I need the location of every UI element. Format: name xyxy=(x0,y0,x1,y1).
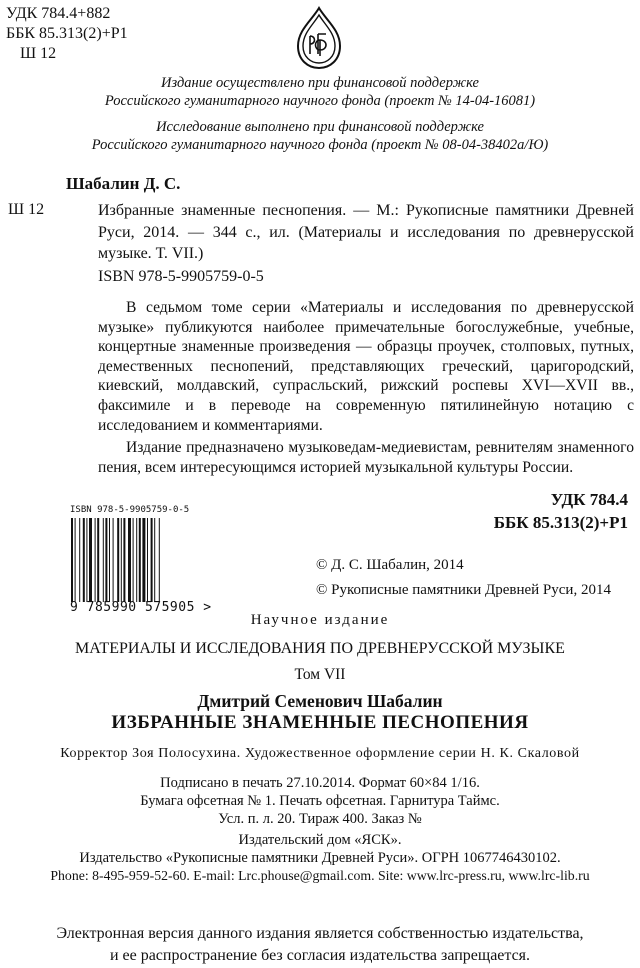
publisher-house: Издательский дом «ЯСК». xyxy=(238,832,402,848)
isbn: ISBN 978-5-9905759-0-5 xyxy=(98,268,264,285)
copyright-notice: Электронная версия данного издания является собственностью издательства, xyxy=(56,925,584,942)
author-sign-left: Ш 12 xyxy=(8,201,45,218)
full-author-name: Дмитрий Семенович Шабалин xyxy=(197,691,443,711)
author-sign: Ш 12 xyxy=(20,45,57,62)
barcode-number: 9 785990 575905 > xyxy=(70,600,212,615)
volume-number: Том VII xyxy=(294,666,346,683)
credits: Корректор Зоя Полосухина. Художественное оформление серии Н. К. Скаловой xyxy=(60,746,580,761)
series-title: МАТЕРИАЛЫ И ИССЛЕДОВАНИЯ ПО ДРЕВНЕРУССКОЙ МУЗЫКЕ xyxy=(75,640,565,657)
print-info: Подписано в печать 27.10.2014. Формат 60×84 1/16. xyxy=(160,775,480,791)
udk-code-right: УДК 784.4 xyxy=(550,490,628,509)
publisher-logo-icon xyxy=(296,6,342,70)
book-title: ИЗБРАННЫЕ ЗНАМЕННЫЕ ПЕСНОПЕНИЯ xyxy=(111,712,529,733)
annotation-audience: Издание предназначено музыковедам-медиевистам, ревнителям знаменного пения, всем интересующимся историей музыкальной культуры России. xyxy=(98,439,634,476)
edition-type: Научное издание xyxy=(250,612,390,628)
bibliographic-description: Избранные знаменные песнопения. — М.: Рукописные памятники Древней Руси, 2014. — 344 с., ил. (Материалы и исследования по древнерусской музыке. Т. VII.) xyxy=(98,202,634,262)
author-heading: Шабалин Д. С. xyxy=(66,174,181,193)
bbk-code: ББК 85.313(2)+Р1 xyxy=(6,25,128,42)
classification-codes xyxy=(6,4,128,64)
annotation: В седьмом томе серии «Материалы и исследования по древнерусской музыке» публикуются наиболее примечательные богослужебные, учебные, концертные знаменные произведения — образцы проучек, столповых, путных, демественных песнопений, представляющих греческий, царигородский, киевский, молдавский, супрасльский, рижский роспевы XVI—XVII вв., факсимиле и в переводе на современную пятилинейную нотацию с исследованием и комментариями. xyxy=(98,299,634,434)
udk-bbk-right xyxy=(494,488,628,534)
print-info: Бумага офсетная № 1. Печать офсетная. Гарнитура Таймс. xyxy=(140,793,500,809)
publisher-info: Издательство «Рукописные памятники Древней Руси». ОГРН 1067746430102. xyxy=(79,850,561,866)
copyright-author: © Д. С. Шабалин, 2014 xyxy=(316,557,464,573)
support-line: Издание осуществлено при финансовой поддержке xyxy=(161,75,479,91)
bbk-code-right: ББК 85.313(2)+Р1 xyxy=(493,513,628,532)
support-line: Российского гуманитарного научного фонда (проект № 14-04-16081) xyxy=(104,93,536,109)
support-line: Российского гуманитарного научного фонда (проект № 08-04-38402а/Ю) xyxy=(91,137,549,153)
contacts: Phone: 8-495-959-52-60. E-mail: Lrc.phouse@gmail.com. Site: www.lrc-press.ru, www.lrc-lib.ru xyxy=(50,868,590,883)
barcode-icon xyxy=(67,518,211,602)
udk-code: УДК 784.4+882 xyxy=(6,5,111,22)
copyright-notice: и ее распространение без согласия издательства запрещается. xyxy=(109,947,531,964)
copyright-publisher: © Рукописные памятники Древней Руси, 2014 xyxy=(316,582,611,598)
support-line: Исследование выполнено при финансовой поддержке xyxy=(156,119,484,135)
barcode-isbn-text: ISBN 978-5-9905759-0-5 xyxy=(70,505,190,515)
print-info: Усл. п. л. 20. Тираж 400. Заказ № xyxy=(218,811,422,827)
